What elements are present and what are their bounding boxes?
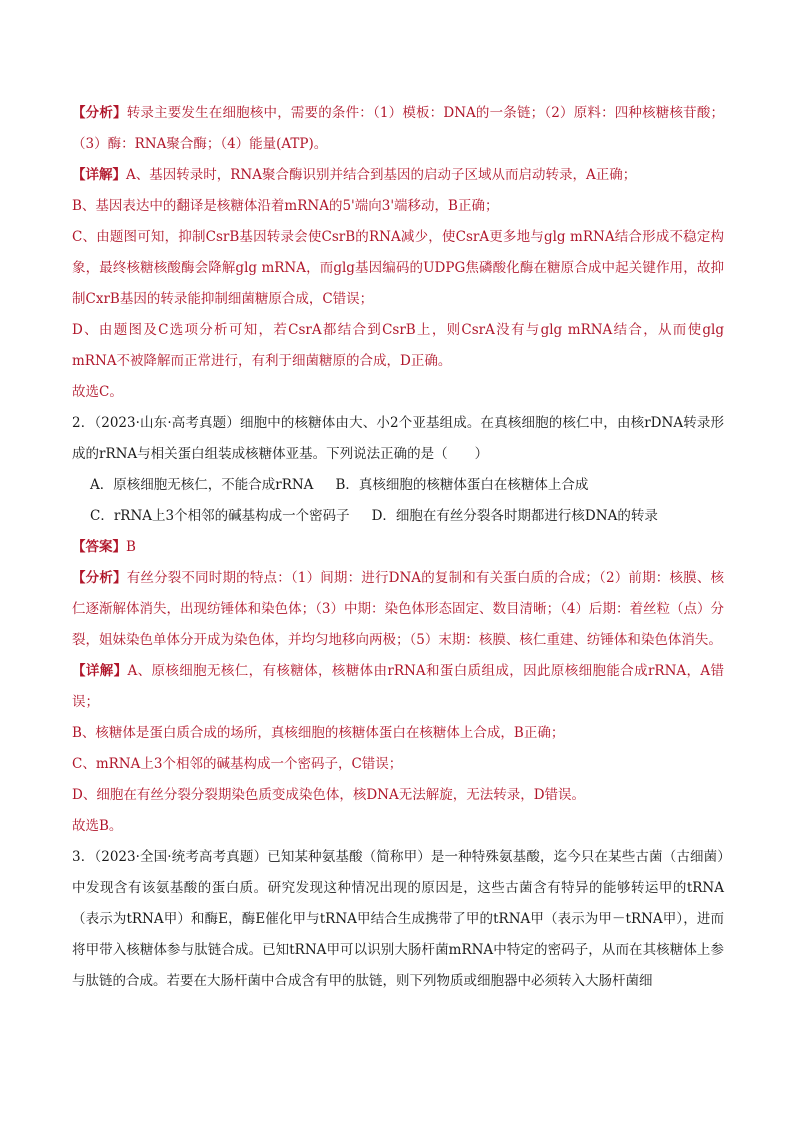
analysis-tag: 【分析】: [72, 570, 127, 586]
q2-detail-d: D、细胞在有丝分裂分裂期染色质变成染色体，核DNA无法解旋，无法转录，D错误。: [72, 787, 586, 803]
q2-options-row-2: [72, 501, 724, 532]
option-b: B．真核细胞的核糖体蛋白在核糖体上合成: [335, 477, 589, 493]
q1-detail-b: B、基因表达中的翻译是核糖体沿着mRNA的5'端向3'端移动，B正确；: [72, 198, 499, 214]
answer-tag: 【答案】: [72, 539, 126, 555]
q1-analysis: [72, 98, 724, 160]
detail-line: A、基因转录时，RNA聚合酶识别并结合到基因的启动子区域从而启动转录，A正确；: [126, 167, 637, 183]
q2-detail-c: C、mRNA上3个相邻的碱基构成一个密码子，C错误；: [72, 756, 403, 772]
option-c: C．rRNA上3个相邻的碱基构成一个密码子: [90, 508, 350, 524]
answer-value: B: [126, 539, 136, 555]
option-a: A．原核细胞无核仁，不能合成rRNA: [90, 477, 314, 493]
detail-tag: 【详解】: [72, 663, 128, 679]
q2-answer: [72, 532, 724, 563]
q3-stem: 3．（2023·全国·统考高考真题）已知某种氨基酸（简称甲）是一种特殊氨基酸，迄今只在某些古菌（古细菌）中发现含有该氨基酸的蛋白质。研究发现这种情况出现的原因是，这些古菌含有特异的能够转运甲的tRNA（表示为tRNA甲）和酶E，酶E催化甲与tRNA甲结合生成携带了甲的tRNA甲（表示为甲－tRNA甲），进而将甲带入核糖体参与肽链合成。已知tRNA甲可以识别大肠杆菌mRNA中特定的密码子，从而在其核糖体上参与肽链的合成。若要在大肠杆菌中合成含有甲的肽链，则下列物质或细胞器中必须转入大肠杆菌细: [72, 849, 724, 989]
q1-detail-a: [72, 160, 724, 191]
analysis-tag: 【分析】: [72, 105, 127, 121]
q2-stem: 2．（2023·山东·高考真题）细胞中的核糖体由大、小2个亚基组成。在真核细胞的核仁中，由核rDNA转录形成的rRNA与相关蛋白组装成核糖体亚基。下列说法正确的是（ ）: [72, 415, 724, 462]
q2-options-row-1: [72, 470, 724, 501]
option-d: D．细胞在有丝分裂各时期都进行核DNA的转录: [371, 508, 658, 524]
q1-conclusion: 故选C。: [72, 384, 123, 400]
analysis-text: 转录主要发生在细胞核中，需要的条件：（1）模板：DNA的一条链；（2）原料：四种核糖核苷酸；（3）酶：RNA聚合酶；（4）能量(ATP)。: [72, 105, 725, 152]
q2-conclusion: 故选B。: [72, 818, 123, 834]
q1-detail-c: C、由题图可知，抑制CsrB基因转录会使CsrB的RNA减少，使CsrA更多地与glg mRNA结合形成不稳定构象，最终核糖核酸酶会降解glg mRNA，而glg基因编码的UDPG焦磷酸化酶在糖原合成中起关键作用，故抑制CxrB基因的转录能抑制细菌糖原合成，C错误；: [72, 229, 724, 307]
q2-detail-b: B、核糖体是蛋白质合成的场所，真核细胞的核糖体蛋白在核糖体上合成，B正确；: [72, 725, 565, 741]
detail-line: A、原核细胞无核仁，有核糖体，核糖体由rRNA和蛋白质组成，因此原核细胞能合成rRNA，A错误；: [72, 663, 725, 710]
q2-detail-a: [72, 656, 724, 718]
detail-tag: 【详解】: [72, 167, 126, 183]
q1-detail-d: D、由题图及C选项分析可知，若CsrA都结合到CsrB上，则CsrA没有与glg mRNA结合，从而使glg mRNA不被降解而正常进行，有利于细菌糖原的合成，D正确。: [72, 322, 724, 369]
q2-analysis: [72, 563, 724, 656]
analysis-text: 有丝分裂不同时期的特点：（1）间期：进行DNA的复制和有关蛋白质的合成；（2）前期：核膜、核仁逐渐解体消失，出现纺锤体和染色体；（3）中期：染色体形态固定、数目清晰；（4）后期：着丝粒（点）分裂，姐妹染色单体分开成为染色体，并均匀地移向两极；（5）末期：核膜、核仁重建、纺锤体和染色体消失。: [72, 570, 725, 648]
